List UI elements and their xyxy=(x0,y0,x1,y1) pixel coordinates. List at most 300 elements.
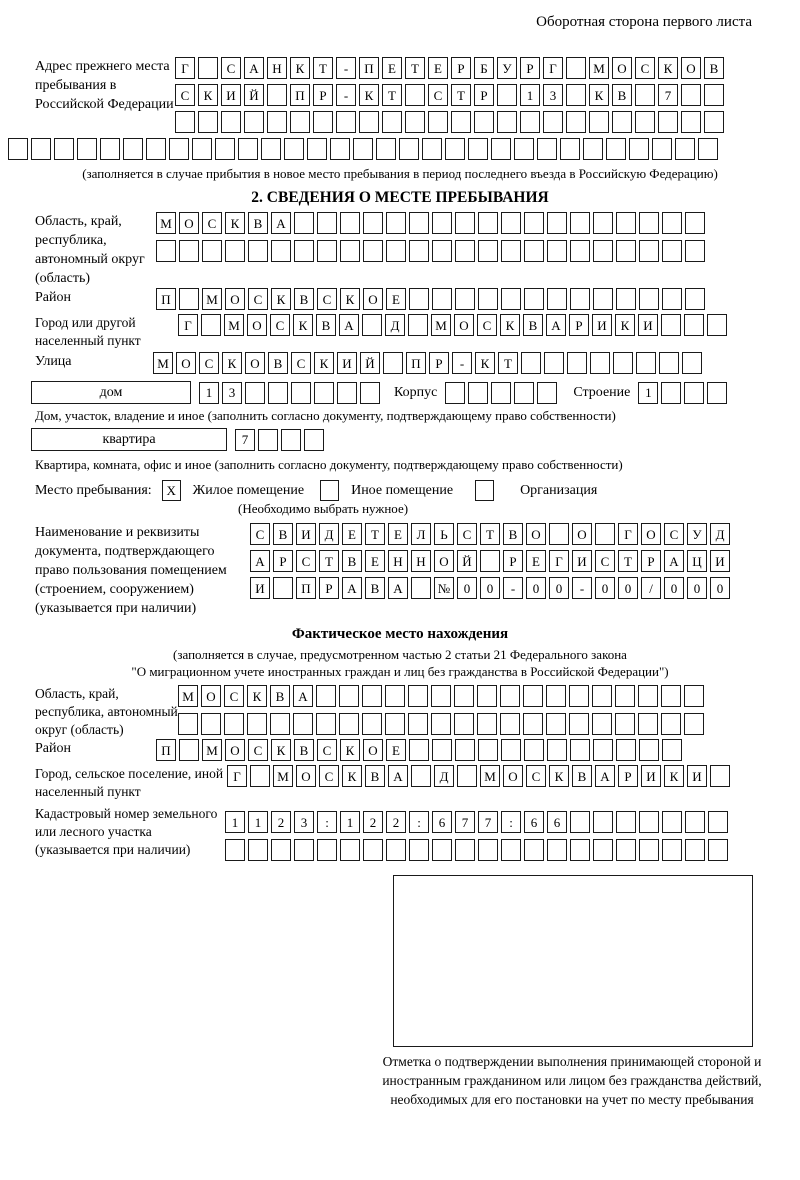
char-cell[interactable] xyxy=(405,84,425,106)
char-cell[interactable] xyxy=(638,713,658,735)
char-cell[interactable]: О xyxy=(641,523,661,545)
char-cell[interactable]: В xyxy=(612,84,632,106)
char-cell[interactable] xyxy=(615,713,635,735)
char-cell[interactable] xyxy=(408,713,428,735)
char-cell[interactable] xyxy=(547,739,567,761)
char-cell[interactable] xyxy=(267,111,287,133)
char-cell[interactable]: С xyxy=(664,523,684,545)
char-cell[interactable]: Г xyxy=(178,314,198,336)
char-cell[interactable]: П xyxy=(156,288,176,310)
char-cell[interactable]: С xyxy=(635,57,655,79)
char-cell[interactable] xyxy=(684,713,704,735)
char-cell[interactable] xyxy=(685,212,705,234)
char-cell[interactable] xyxy=(468,382,488,404)
char-cell[interactable] xyxy=(248,839,268,861)
char-cell[interactable] xyxy=(477,685,497,707)
char-cell[interactable]: С xyxy=(248,288,268,310)
char-cell[interactable]: Д xyxy=(319,523,339,545)
char-cell[interactable]: Т xyxy=(498,352,518,374)
char-cell[interactable] xyxy=(248,240,268,262)
char-cell[interactable]: - xyxy=(336,84,356,106)
char-cell[interactable] xyxy=(658,111,678,133)
char-cell[interactable] xyxy=(409,240,429,262)
char-cell[interactable] xyxy=(383,352,403,374)
char-cell[interactable]: П xyxy=(156,739,176,761)
char-cell[interactable] xyxy=(409,839,429,861)
char-cell[interactable] xyxy=(307,138,327,160)
char-cell[interactable]: 1 xyxy=(638,382,658,404)
char-cell[interactable]: О xyxy=(503,765,523,787)
char-cell[interactable] xyxy=(606,138,626,160)
char-cell[interactable] xyxy=(543,111,563,133)
char-cell[interactable]: М xyxy=(224,314,244,336)
char-cell[interactable] xyxy=(316,685,336,707)
char-cell[interactable] xyxy=(501,288,521,310)
char-cell[interactable] xyxy=(422,138,442,160)
char-cell[interactable] xyxy=(408,314,428,336)
char-cell[interactable] xyxy=(570,240,590,262)
char-cell[interactable] xyxy=(468,138,488,160)
char-cell[interactable]: 7 xyxy=(455,811,475,833)
char-cell[interactable]: П xyxy=(359,57,379,79)
char-cell[interactable]: О xyxy=(176,352,196,374)
char-cell[interactable] xyxy=(704,84,724,106)
char-cell[interactable] xyxy=(500,685,520,707)
char-cell[interactable] xyxy=(547,240,567,262)
char-cell[interactable] xyxy=(432,839,452,861)
char-cell[interactable]: О xyxy=(434,550,454,572)
char-cell[interactable] xyxy=(454,713,474,735)
char-cell[interactable] xyxy=(616,240,636,262)
char-cell[interactable]: 0 xyxy=(549,577,569,599)
char-cell[interactable] xyxy=(569,713,589,735)
char-cell[interactable]: В xyxy=(365,577,385,599)
char-cell[interactable] xyxy=(708,811,728,833)
char-cell[interactable] xyxy=(566,84,586,106)
char-cell[interactable]: А xyxy=(595,765,615,787)
char-cell[interactable]: 6 xyxy=(432,811,452,833)
char-cell[interactable]: С xyxy=(595,550,615,572)
char-cell[interactable] xyxy=(360,382,380,404)
char-cell[interactable] xyxy=(501,212,521,234)
char-cell[interactable]: С xyxy=(319,765,339,787)
char-cell[interactable] xyxy=(8,138,28,160)
char-cell[interactable] xyxy=(708,839,728,861)
char-cell[interactable] xyxy=(386,240,406,262)
char-cell[interactable]: И xyxy=(710,550,730,572)
char-cell[interactable] xyxy=(221,111,241,133)
char-cell[interactable]: С xyxy=(270,314,290,336)
char-cell[interactable]: К xyxy=(664,765,684,787)
char-cell[interactable]: Р xyxy=(313,84,333,106)
char-cell[interactable]: И xyxy=(250,577,270,599)
char-cell[interactable] xyxy=(636,352,656,374)
char-cell[interactable] xyxy=(478,240,498,262)
checkbox-residential[interactable]: X xyxy=(162,480,181,501)
char-cell[interactable] xyxy=(524,839,544,861)
char-cell[interactable] xyxy=(100,138,120,160)
char-cell[interactable] xyxy=(225,240,245,262)
char-cell[interactable] xyxy=(215,138,235,160)
char-cell[interactable] xyxy=(175,111,195,133)
char-cell[interactable] xyxy=(363,212,383,234)
char-cell[interactable]: 0 xyxy=(480,577,500,599)
char-cell[interactable]: Й xyxy=(360,352,380,374)
char-cell[interactable] xyxy=(271,240,291,262)
char-cell[interactable] xyxy=(570,839,590,861)
char-cell[interactable] xyxy=(411,765,431,787)
char-cell[interactable] xyxy=(445,382,465,404)
char-cell[interactable]: - xyxy=(336,57,356,79)
char-cell[interactable]: И xyxy=(687,765,707,787)
char-cell[interactable] xyxy=(570,288,590,310)
char-cell[interactable]: И xyxy=(221,84,241,106)
char-cell[interactable] xyxy=(432,739,452,761)
char-cell[interactable]: Р xyxy=(569,314,589,336)
char-cell[interactable]: Е xyxy=(388,523,408,545)
char-cell[interactable] xyxy=(570,212,590,234)
char-cell[interactable]: К xyxy=(342,765,362,787)
char-cell[interactable] xyxy=(224,713,244,735)
char-cell[interactable] xyxy=(639,839,659,861)
char-cell[interactable] xyxy=(662,811,682,833)
char-cell[interactable]: Е xyxy=(386,288,406,310)
char-cell[interactable]: С xyxy=(248,739,268,761)
char-cell[interactable] xyxy=(616,212,636,234)
char-cell[interactable] xyxy=(639,212,659,234)
char-cell[interactable]: М xyxy=(273,765,293,787)
char-cell[interactable]: - xyxy=(572,577,592,599)
char-cell[interactable]: А xyxy=(664,550,684,572)
char-cell[interactable]: К xyxy=(340,739,360,761)
char-cell[interactable]: 6 xyxy=(547,811,567,833)
char-cell[interactable]: Д xyxy=(434,765,454,787)
char-cell[interactable]: А xyxy=(339,314,359,336)
char-cell[interactable] xyxy=(291,382,311,404)
char-cell[interactable] xyxy=(593,811,613,833)
char-cell[interactable]: Н xyxy=(411,550,431,572)
char-cell[interactable] xyxy=(616,288,636,310)
char-cell[interactable]: Е xyxy=(428,57,448,79)
char-cell[interactable]: Д xyxy=(710,523,730,545)
char-cell[interactable] xyxy=(294,212,314,234)
char-cell[interactable] xyxy=(546,713,566,735)
char-cell[interactable]: О xyxy=(572,523,592,545)
char-cell[interactable] xyxy=(500,713,520,735)
char-cell[interactable] xyxy=(685,839,705,861)
char-cell[interactable]: К xyxy=(340,288,360,310)
char-cell[interactable]: 0 xyxy=(457,577,477,599)
char-cell[interactable]: С xyxy=(457,523,477,545)
char-cell[interactable] xyxy=(432,240,452,262)
char-cell[interactable] xyxy=(478,288,498,310)
char-cell[interactable]: № xyxy=(434,577,454,599)
char-cell[interactable] xyxy=(583,138,603,160)
checkbox-other-premises[interactable] xyxy=(320,480,339,501)
char-cell[interactable] xyxy=(501,839,521,861)
char-cell[interactable] xyxy=(77,138,97,160)
char-cell[interactable] xyxy=(685,288,705,310)
char-cell[interactable]: Й xyxy=(457,550,477,572)
char-cell[interactable] xyxy=(146,138,166,160)
char-cell[interactable] xyxy=(244,111,264,133)
char-cell[interactable] xyxy=(267,84,287,106)
char-cell[interactable] xyxy=(566,111,586,133)
char-cell[interactable]: Т xyxy=(382,84,402,106)
char-cell[interactable]: 3 xyxy=(294,811,314,833)
char-cell[interactable]: С xyxy=(250,523,270,545)
char-cell[interactable]: О xyxy=(681,57,701,79)
char-cell[interactable] xyxy=(520,111,540,133)
char-cell[interactable]: П xyxy=(406,352,426,374)
char-cell[interactable] xyxy=(681,111,701,133)
char-cell[interactable]: О xyxy=(612,57,632,79)
char-cell[interactable] xyxy=(455,212,475,234)
char-cell[interactable]: В xyxy=(273,523,293,545)
char-cell[interactable]: А xyxy=(250,550,270,572)
char-cell[interactable]: : xyxy=(317,811,337,833)
char-cell[interactable]: Й xyxy=(244,84,264,106)
char-cell[interactable]: И xyxy=(337,352,357,374)
char-cell[interactable]: Р xyxy=(429,352,449,374)
char-cell[interactable]: 1 xyxy=(248,811,268,833)
char-cell[interactable] xyxy=(662,288,682,310)
char-cell[interactable] xyxy=(409,739,429,761)
char-cell[interactable]: К xyxy=(225,212,245,234)
char-cell[interactable]: Р xyxy=(618,765,638,787)
char-cell[interactable]: О xyxy=(201,685,221,707)
char-cell[interactable] xyxy=(478,739,498,761)
char-cell[interactable]: С xyxy=(291,352,311,374)
char-cell[interactable]: К xyxy=(615,314,635,336)
char-cell[interactable] xyxy=(428,111,448,133)
char-cell[interactable] xyxy=(313,111,333,133)
char-cell[interactable] xyxy=(432,212,452,234)
char-cell[interactable] xyxy=(592,713,612,735)
char-cell[interactable]: С xyxy=(317,739,337,761)
char-cell[interactable] xyxy=(661,685,681,707)
char-cell[interactable]: 0 xyxy=(687,577,707,599)
char-cell[interactable]: 0 xyxy=(618,577,638,599)
char-cell[interactable] xyxy=(593,240,613,262)
char-cell[interactable]: С xyxy=(224,685,244,707)
char-cell[interactable] xyxy=(613,352,633,374)
char-cell[interactable] xyxy=(317,212,337,234)
char-cell[interactable]: О xyxy=(225,739,245,761)
char-cell[interactable]: 2 xyxy=(271,811,291,833)
char-cell[interactable]: Г xyxy=(549,550,569,572)
char-cell[interactable] xyxy=(304,429,324,451)
char-cell[interactable]: Т xyxy=(313,57,333,79)
char-cell[interactable] xyxy=(639,739,659,761)
char-cell[interactable] xyxy=(612,111,632,133)
char-cell[interactable] xyxy=(684,314,704,336)
char-cell[interactable] xyxy=(478,839,498,861)
char-cell[interactable]: А xyxy=(244,57,264,79)
char-cell[interactable]: П xyxy=(296,577,316,599)
char-cell[interactable] xyxy=(652,138,672,160)
char-cell[interactable] xyxy=(247,713,267,735)
char-cell[interactable]: Б xyxy=(474,57,494,79)
char-cell[interactable] xyxy=(54,138,74,160)
char-cell[interactable]: О xyxy=(245,352,265,374)
char-cell[interactable]: 0 xyxy=(595,577,615,599)
char-cell[interactable]: 3 xyxy=(222,382,242,404)
char-cell[interactable]: В xyxy=(365,765,385,787)
char-cell[interactable]: С xyxy=(202,212,222,234)
char-cell[interactable] xyxy=(192,138,212,160)
char-cell[interactable] xyxy=(201,713,221,735)
char-cell[interactable] xyxy=(258,429,278,451)
char-cell[interactable]: А xyxy=(342,577,362,599)
char-cell[interactable] xyxy=(497,84,517,106)
char-cell[interactable] xyxy=(662,839,682,861)
char-cell[interactable] xyxy=(293,713,313,735)
char-cell[interactable] xyxy=(340,212,360,234)
char-cell[interactable]: Л xyxy=(411,523,431,545)
char-cell[interactable] xyxy=(386,212,406,234)
char-cell[interactable] xyxy=(411,577,431,599)
char-cell[interactable] xyxy=(501,739,521,761)
char-cell[interactable]: 7 xyxy=(235,429,255,451)
char-cell[interactable]: Т xyxy=(480,523,500,545)
char-cell[interactable] xyxy=(514,138,534,160)
char-cell[interactable] xyxy=(616,839,636,861)
char-cell[interactable] xyxy=(281,429,301,451)
char-cell[interactable]: К xyxy=(475,352,495,374)
char-cell[interactable] xyxy=(169,138,189,160)
char-cell[interactable]: Г xyxy=(543,57,563,79)
char-cell[interactable] xyxy=(457,765,477,787)
char-cell[interactable] xyxy=(284,138,304,160)
char-cell[interactable]: Р xyxy=(520,57,540,79)
char-cell[interactable] xyxy=(339,713,359,735)
char-cell[interactable] xyxy=(178,713,198,735)
char-cell[interactable] xyxy=(225,839,245,861)
char-cell[interactable] xyxy=(544,352,564,374)
char-cell[interactable]: М xyxy=(156,212,176,234)
char-cell[interactable] xyxy=(560,138,580,160)
char-cell[interactable]: С xyxy=(221,57,241,79)
char-cell[interactable]: К xyxy=(293,314,313,336)
char-cell[interactable] xyxy=(409,212,429,234)
char-cell[interactable]: П xyxy=(290,84,310,106)
char-cell[interactable]: К xyxy=(222,352,242,374)
char-cell[interactable]: 2 xyxy=(363,811,383,833)
char-cell[interactable] xyxy=(537,138,557,160)
char-cell[interactable]: Т xyxy=(451,84,471,106)
char-cell[interactable]: А xyxy=(293,685,313,707)
char-cell[interactable]: К xyxy=(549,765,569,787)
char-cell[interactable]: С xyxy=(317,288,337,310)
char-cell[interactable]: М xyxy=(431,314,451,336)
char-cell[interactable] xyxy=(685,240,705,262)
char-cell[interactable]: С xyxy=(296,550,316,572)
char-cell[interactable] xyxy=(385,713,405,735)
char-cell[interactable] xyxy=(382,111,402,133)
char-cell[interactable] xyxy=(409,288,429,310)
char-cell[interactable] xyxy=(451,111,471,133)
char-cell[interactable]: 0 xyxy=(526,577,546,599)
char-cell[interactable] xyxy=(593,288,613,310)
char-cell[interactable] xyxy=(359,111,379,133)
char-cell[interactable] xyxy=(501,240,521,262)
char-cell[interactable] xyxy=(339,685,359,707)
char-cell[interactable]: Е xyxy=(382,57,402,79)
char-cell[interactable] xyxy=(480,550,500,572)
char-cell[interactable] xyxy=(681,84,701,106)
char-cell[interactable]: О xyxy=(296,765,316,787)
char-cell[interactable]: В xyxy=(342,550,362,572)
char-cell[interactable] xyxy=(639,811,659,833)
char-cell[interactable] xyxy=(179,240,199,262)
char-cell[interactable]: А xyxy=(271,212,291,234)
char-cell[interactable] xyxy=(123,138,143,160)
char-cell[interactable]: 7 xyxy=(658,84,678,106)
char-cell[interactable] xyxy=(707,382,727,404)
char-cell[interactable] xyxy=(685,811,705,833)
char-cell[interactable]: В xyxy=(523,314,543,336)
char-cell[interactable] xyxy=(273,577,293,599)
char-cell[interactable]: О xyxy=(247,314,267,336)
char-cell[interactable] xyxy=(445,138,465,160)
char-cell[interactable]: Г xyxy=(175,57,195,79)
char-cell[interactable] xyxy=(455,240,475,262)
char-cell[interactable] xyxy=(615,685,635,707)
char-cell[interactable] xyxy=(639,288,659,310)
char-cell[interactable]: Ц xyxy=(687,550,707,572)
char-cell[interactable] xyxy=(661,382,681,404)
char-cell[interactable]: И xyxy=(638,314,658,336)
char-cell[interactable]: В xyxy=(248,212,268,234)
char-cell[interactable] xyxy=(707,314,727,336)
char-cell[interactable] xyxy=(491,138,511,160)
char-cell[interactable] xyxy=(376,138,396,160)
char-cell[interactable]: Р xyxy=(474,84,494,106)
char-cell[interactable] xyxy=(567,352,587,374)
char-cell[interactable]: Г xyxy=(227,765,247,787)
char-cell[interactable] xyxy=(590,352,610,374)
char-cell[interactable] xyxy=(547,288,567,310)
char-cell[interactable]: К xyxy=(314,352,334,374)
char-cell[interactable] xyxy=(385,685,405,707)
char-cell[interactable] xyxy=(593,839,613,861)
char-cell[interactable] xyxy=(514,382,534,404)
char-cell[interactable]: К xyxy=(658,57,678,79)
char-cell[interactable] xyxy=(523,713,543,735)
char-cell[interactable] xyxy=(362,314,382,336)
char-cell[interactable] xyxy=(675,138,695,160)
char-cell[interactable]: 1 xyxy=(340,811,360,833)
char-cell[interactable]: О xyxy=(363,739,383,761)
char-cell[interactable] xyxy=(524,288,544,310)
char-cell[interactable] xyxy=(682,352,702,374)
char-cell[interactable]: / xyxy=(641,577,661,599)
char-cell[interactable] xyxy=(250,765,270,787)
char-cell[interactable] xyxy=(570,811,590,833)
char-cell[interactable] xyxy=(270,713,290,735)
char-cell[interactable] xyxy=(662,739,682,761)
char-cell[interactable]: К xyxy=(198,84,218,106)
char-cell[interactable]: Т xyxy=(319,550,339,572)
char-cell[interactable]: В xyxy=(503,523,523,545)
char-cell[interactable] xyxy=(638,685,658,707)
char-cell[interactable] xyxy=(524,739,544,761)
char-cell[interactable]: М xyxy=(480,765,500,787)
char-cell[interactable]: К xyxy=(271,288,291,310)
char-cell[interactable]: В xyxy=(268,352,288,374)
char-cell[interactable] xyxy=(546,685,566,707)
